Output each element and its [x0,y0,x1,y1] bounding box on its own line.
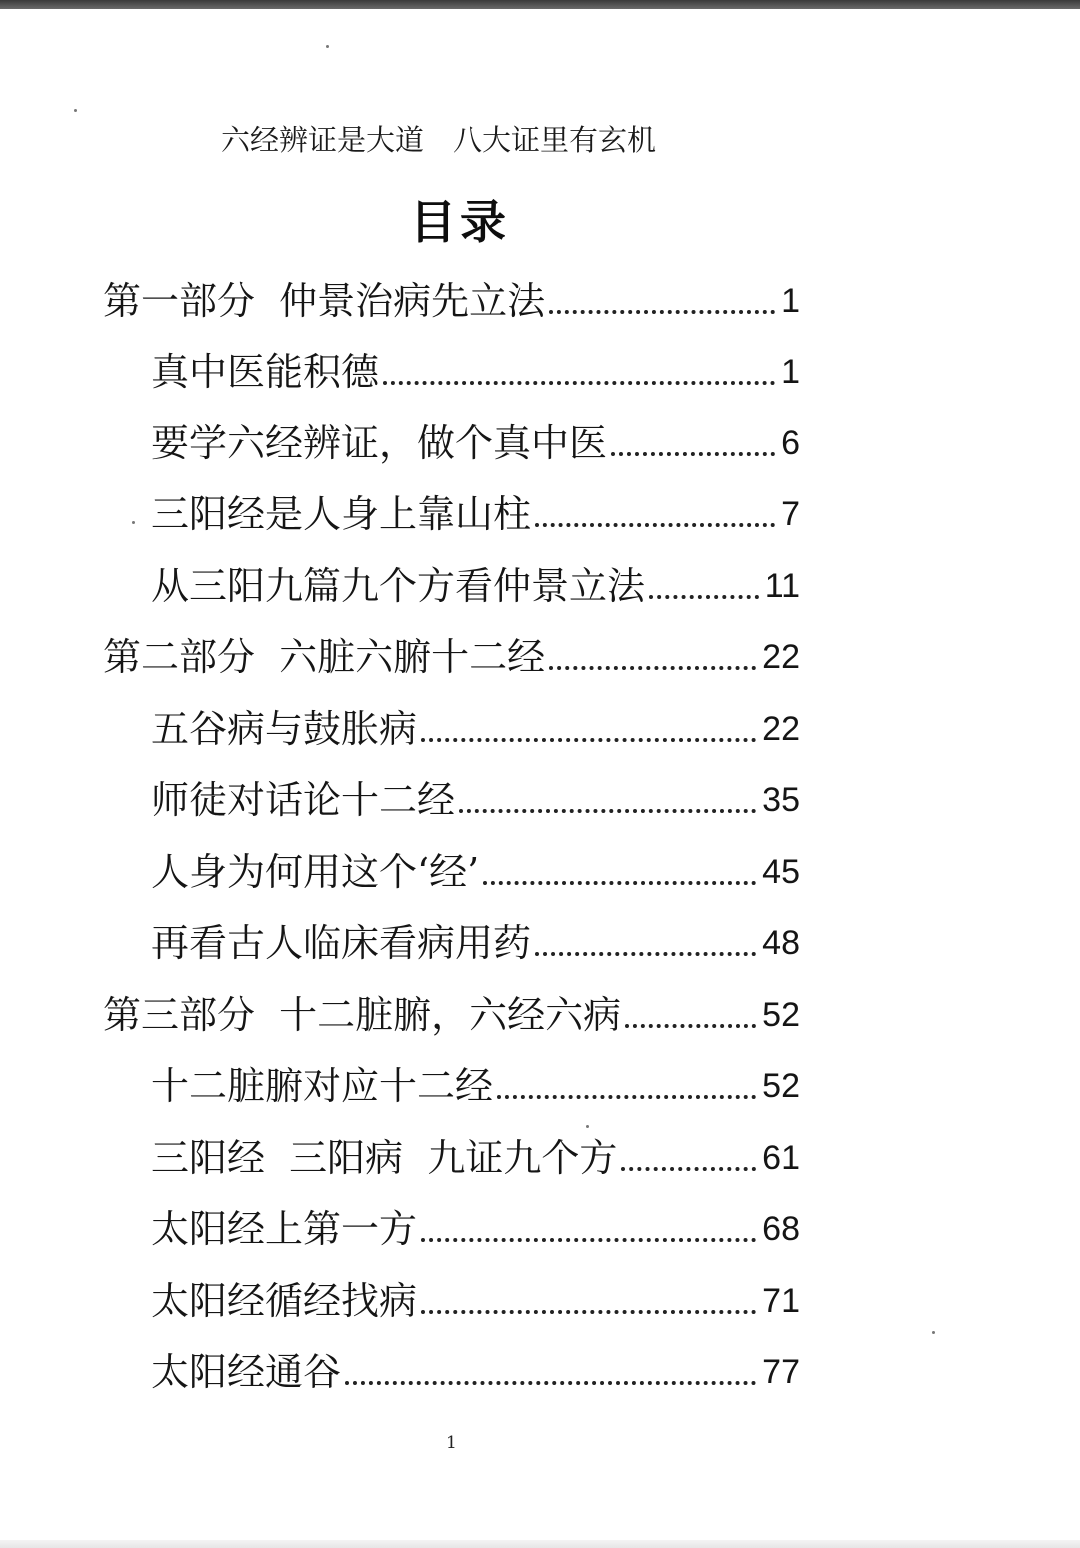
window-top-bar [0,0,1080,9]
toc-chapter-entry[interactable] [151,835,800,894]
toc-leader-dots [549,666,756,670]
scan-speck [74,109,77,112]
toc-leader-dots [421,1238,756,1242]
scan-speck [932,1331,935,1334]
page-bottom-edge [0,1540,1080,1548]
scan-speck [132,521,135,524]
toc-chapter-entry[interactable] [151,477,800,536]
header-motto: 六经辨证是大道 八大证里有玄机 [221,123,657,157]
toc-chapter-entry[interactable] [151,335,800,394]
scan-speck [586,1125,589,1128]
toc-entry-label: 三阳经是人身上靠山柱 [151,492,532,536]
toc-chapter-entry[interactable] [151,1049,800,1108]
toc-chapter-entry[interactable] [151,1264,800,1323]
toc-entry-page: 68 [762,1210,800,1248]
toc-chapter-entry[interactable] [151,1121,800,1180]
toc-entry-page: 52 [762,996,800,1034]
toc-entry-label: 人身为何用这个‘经’ [151,850,480,894]
toc-part-entry[interactable] [103,264,800,323]
toc-entry-label: 师徒对话论十二经 [151,778,456,822]
toc-chapter-entry[interactable] [151,906,800,965]
toc-leader-dots [535,523,775,527]
scan-speck [326,45,329,48]
toc-entry-label: 第三部分 十二脏腑，六经六病 [103,993,622,1037]
toc-chapter-entry[interactable] [151,763,800,822]
toc-entry-label: 太阳经上第一方 [151,1207,418,1251]
toc-entry-label: 十二脏腑对应十二经 [151,1064,494,1108]
toc-entry-page: 35 [762,781,800,819]
toc-entry-label: 从三阳九篇九个方看仲景立法 [151,564,646,608]
toc-entry-page: 61 [762,1139,800,1177]
toc-leader-dots [421,1310,756,1314]
toc-chapter-entry[interactable] [151,406,800,465]
toc-leader-dots [345,1381,756,1385]
toc-entry-page: 77 [762,1353,800,1391]
toc-title: 目录 [410,195,510,249]
toc-leader-dots [549,310,775,314]
toc-entry-page: 11 [764,567,800,605]
footer-page-number: 1 [446,1433,457,1453]
toc-entry-label: 真中医能积德 [151,350,380,394]
toc-entry-page: 6 [781,424,800,462]
toc-chapter-entry[interactable] [151,692,800,751]
toc-leader-dots [621,1167,756,1171]
toc-leader-dots [497,1095,756,1099]
toc-entry-label: 第二部分 六脏六腑十二经 [103,635,546,679]
toc-part-entry[interactable] [103,620,800,679]
toc-chapter-entry[interactable] [151,1192,800,1251]
toc-leader-dots [421,738,756,742]
toc-entry-label: 太阳经循经找病 [151,1279,418,1323]
toc-entry-page: 7 [781,495,800,533]
toc-leader-dots [625,1024,756,1028]
toc-entry-label: 第一部分 仲景治病先立法 [103,279,546,323]
toc-leader-dots [383,381,775,385]
toc-entry-label: 再看古人临床看病用药 [151,921,532,965]
toc-chapter-entry[interactable] [151,1335,800,1394]
toc-leader-dots [611,452,775,456]
toc-entry-page: 22 [762,710,800,748]
toc-entry-page: 52 [762,1067,800,1105]
toc-leader-dots [459,809,756,813]
toc-entry-page: 1 [781,353,800,391]
toc-leader-dots [649,595,759,599]
toc-leader-dots [535,952,756,956]
document-page [0,9,1080,1548]
toc-entry-page: 45 [762,853,800,891]
toc-part-entry[interactable] [103,978,800,1037]
toc-entry-label: 三阳经 三阳病 九证九个方 [151,1136,618,1180]
toc-entry-page: 22 [762,638,800,676]
toc-entry-page: 1 [781,282,800,320]
toc-entry-label: 要学六经辨证，做个真中医 [151,421,608,465]
toc-entry-page: 71 [762,1282,800,1320]
toc-entry-label: 五谷病与鼓胀病 [151,707,418,751]
toc-chapter-entry[interactable] [151,549,800,608]
toc-leader-dots [483,881,756,885]
toc-entry-label: 太阳经通谷 [151,1350,342,1394]
toc-entry-page: 48 [762,924,800,962]
